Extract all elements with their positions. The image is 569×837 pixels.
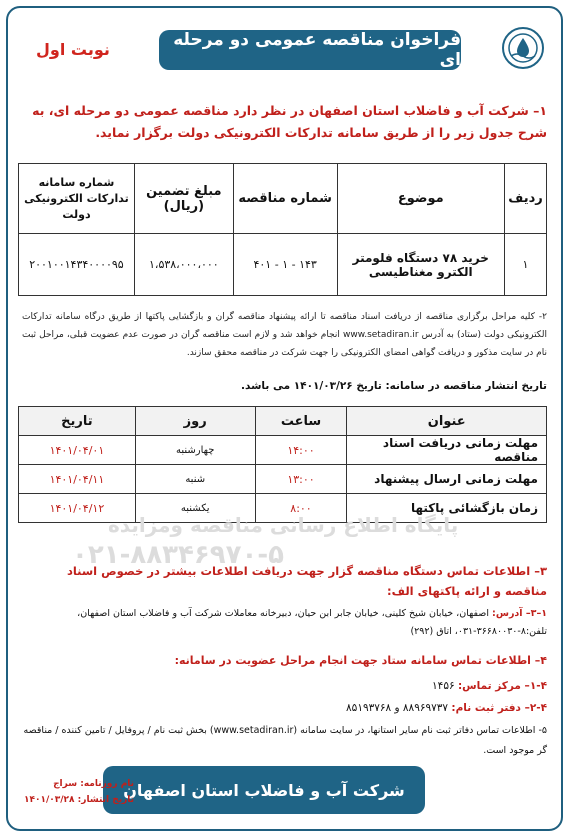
schedule-title: مهلت زمانی دریافت اسناد مناقصه	[347, 436, 547, 465]
publication-date: تاریخ انتشار: ۱۴۰۱/۰۳/۲۸	[24, 795, 135, 805]
col-date: تاریخ	[19, 407, 136, 436]
schedule-date: ۱۴۰۱/۰۴/۰۱	[19, 436, 136, 465]
table-row	[19, 465, 547, 494]
schedule-table	[18, 406, 547, 523]
section-4-contact	[22, 676, 547, 696]
table-row	[19, 436, 547, 465]
schedule-date: ۱۴۰۱/۰۴/۱۲	[19, 494, 136, 523]
schedule-time: ۱۴:۰۰	[255, 436, 347, 465]
office-label: ۲-۴– دفتر ثبت نام:	[451, 702, 547, 714]
contact-value: ۱۴۵۶	[432, 680, 455, 692]
address-text: اصفهان، خیابان شیخ کلینی، خیابان جابر ابن حیان، دبیرخانه معاملات شرکت آب و فاضلاب استان اصفهان، تلفن:۸-۳۶۶۸۰۰۳۰-۰۳۱، اتاق (۲۹۲)	[77, 608, 547, 637]
schedule-time: ۱۳:۰۰	[255, 465, 347, 494]
note-section-2: ۲- کلیه مراحل برگزاری مناقصه از دریافت اسناد مناقصه تا ارائه پیشنهاد مناقصه گران و بازگشایی پاکتها از طریق درگاه سامانه تدارکات الکترونیکی دولت (ستاد) به آدرس www.setadiran.ir انجام خواهد شد و لازم است مناقصه گران در صورت عدم عضویت قبلی، مراحل ثبت نام در سایت مذکور و دریافت گواهی امضای الکترونیکی را جهت شرکت در مناقصه محقق سازند.	[22, 312, 547, 358]
cell-system-number: ۲۰۰۱۰۰۱۴۳۴۰۰۰۰۹۵	[19, 234, 135, 296]
schedule-date: ۱۴۰۱/۰۴/۱۱	[19, 465, 136, 494]
intro-paragraph: ۱– شرکت آب و فاضلاب استان اصفهان در نظر دارد مناقصه عمومی دو مرحله ای، به شرح جدول زیر را از طریق سامانه تدارکات الکترونیکی دولت برگزار نماید.	[32, 103, 547, 140]
section-4-heading: ۴– اطلاعات تماس سامانه ستاد جهت انجام مراحل عضویت در سامانه:	[174, 654, 547, 667]
section-4-office	[22, 698, 547, 718]
table-row	[19, 494, 547, 523]
schedule-title: زمان بازگشائی پاکتها	[347, 494, 547, 523]
header	[8, 26, 561, 70]
section-5-note: ۵- اطلاعات تماس دفاتر ثبت نام سایر استانها، در سایت سامانه (www.setadiran.ir) بخش ثبت نام / پروفایل / تامین کننده / مناقصه گر موجود است.	[23, 725, 547, 756]
watermark-phone: ۰۲۱-۸۸۳۴۶۹۷۰-۵	[72, 540, 285, 570]
col-tender-number: شماره مناقصه	[233, 164, 337, 234]
office-value: ۸۸۹۶۹۷۳۷ و ۸۵۱۹۳۷۶۸	[346, 702, 449, 714]
newspaper-name: نام روزنامه: سراج	[53, 779, 135, 789]
col-subject: موضوع	[337, 164, 505, 234]
address-label: ۱–۳– آدرس:	[492, 608, 547, 619]
cell-subject: خرید ۷۸ دستگاه فلومتر الکترو مغناطیسی	[337, 234, 505, 296]
schedule-day: چهارشنبه	[135, 436, 255, 465]
round-label: نوبت اول	[36, 40, 110, 59]
schedule-day: یکشنبه	[135, 494, 255, 523]
col-title: عنوان	[347, 407, 547, 436]
contact-label: ۱-۴– مرکز تماس:	[457, 680, 547, 692]
section-3-address	[22, 605, 547, 641]
cell-guarantee: ۱،۵۳۸،۰۰۰،۰۰۰	[134, 234, 233, 296]
table-header-row	[19, 164, 547, 234]
col-guarantee: مبلغ تضمین (ریال)	[134, 164, 233, 234]
publish-date-line: تاریخ انتشار مناقصه در سامانه: تاریخ ۱۴۰۱/۰۳/۲۶ می باشد.	[241, 380, 547, 392]
col-system-number: شماره سامانه تدارکات الکترونیکی دولت	[19, 164, 135, 234]
section-3-heading: ۳– اطلاعات تماس دستگاه مناقصه گزار جهت دریافت اطلاعات بیشتر در خصوص اسناد مناقصه و ارائه پاکتهای الف:	[66, 564, 547, 598]
schedule-time: ۸:۰۰	[255, 494, 347, 523]
col-radif: ردیف	[505, 164, 547, 234]
schedule-header-row	[19, 407, 547, 436]
cell-radif: ۱	[505, 234, 547, 296]
page-title: فراخوان مناقصه عمومی دو مرحله ای	[159, 30, 461, 70]
table-row	[19, 234, 547, 296]
company-name-box: شرکت آب و فاضلاب استان اصفهان	[103, 766, 425, 814]
tender-notice	[6, 6, 563, 831]
water-drop-logo-icon	[501, 26, 545, 70]
cell-tender-number: ۱۴۳ - ۱ - ۴۰۱	[233, 234, 337, 296]
watermark-text: پایگاه اطلاع رسانی مناقصه ومزایده	[108, 513, 459, 537]
col-time: ساعت	[255, 407, 347, 436]
schedule-title: مهلت زمانی ارسال پیشنهاد	[347, 465, 547, 494]
schedule-day: شنبه	[135, 465, 255, 494]
col-day: روز	[135, 407, 255, 436]
tender-table	[18, 163, 547, 296]
publication-meta	[24, 776, 134, 808]
